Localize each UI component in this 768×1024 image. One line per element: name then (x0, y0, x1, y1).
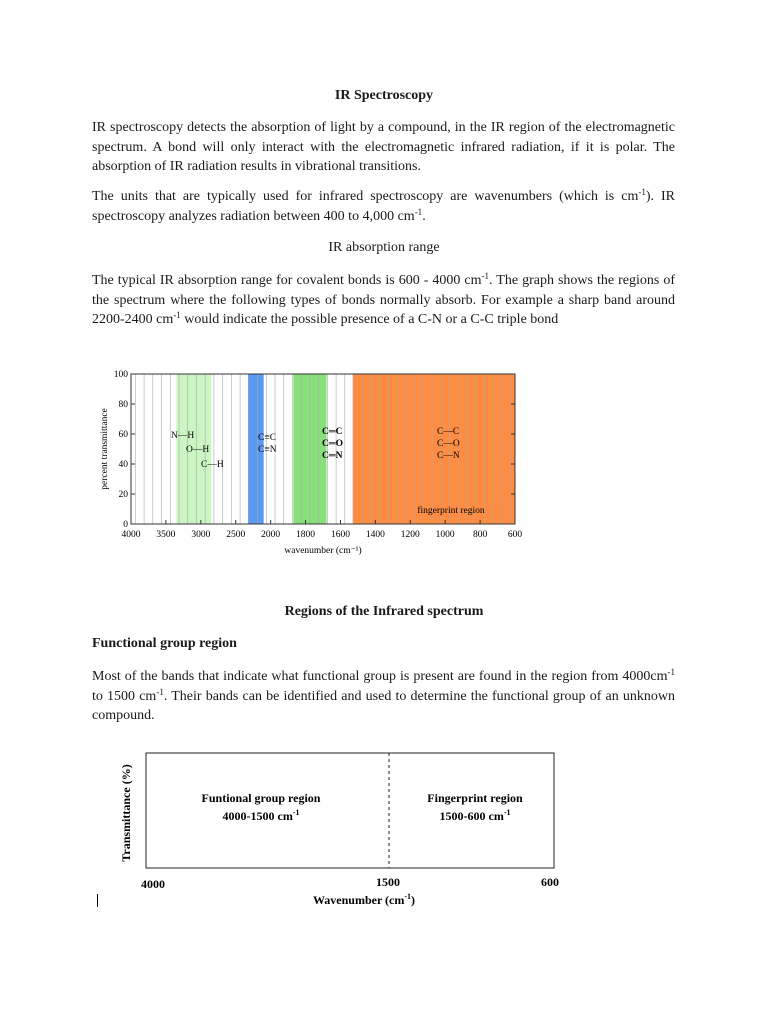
ir-range-subheading: IR absorption range (328, 240, 440, 255)
y-tick-label: 20 (118, 490, 128, 500)
region-tick-1500: 1500 (376, 875, 400, 889)
page-title: IR Spectroscopy (334, 88, 434, 103)
ir-absorption-chart (95, 366, 535, 562)
units-paragraph: The units that are typically used for infrared spectroscopy are wavenumbers (which is $cm^{-1}$). IR spectroscopy analyzes radiation between 400 to 4,000 $cm^{-1}$. (92, 187, 675, 224)
y-tick-label: 80 (118, 400, 128, 410)
label-fingerprint-region: fingerprint region (417, 506, 485, 516)
region-fingerprint-range: 1500-600 $cm^{-1}$ (439, 808, 511, 823)
y-tick-label: 100 (113, 370, 128, 380)
label-c-double-n: C═N (322, 451, 343, 461)
region-diagram-ylabel: Transmittance (%) (119, 764, 133, 862)
region-diagram (110, 745, 580, 915)
region-fingerprint-name: Fingerprint region (427, 791, 523, 805)
x-tick-label: 600 (507, 530, 523, 540)
label-c-double-o: C═O (322, 439, 343, 449)
x-tick-label: 1000 (435, 530, 455, 540)
x-tick-label: 2500 (226, 530, 246, 540)
functional-group-paragraph: Most of the bands that indicate what functional group is present are found in the region from $4000cm^{-1}$ to 1500 $cm^{-1}$. Their bands can be identified and used to determine the functional group of an unknown compound. (92, 667, 676, 723)
absorption-band-3 (353, 374, 515, 524)
x-tick-label: 1400 (365, 530, 385, 540)
y-tick-label: 0 (123, 520, 128, 530)
x-tick-label: 3000 (191, 530, 211, 540)
region-diagram-xlabel: Wavenumber $(cm^{-1})$ (312, 892, 416, 907)
x-tick-label: 4000 (121, 530, 141, 540)
label-c-single-o: C—O (437, 439, 460, 449)
label-o-h: O—H (186, 445, 210, 455)
range-paragraph: The typical IR absorption range for covalent bonds is 600 - 4000 $cm^{-1}$. The graph shows the regions of the spectrum where the following types of bonds normally absorb. For example a sharp band around 2200-2400 $cm^{-1}$ would indicate the possible presence of a C-N or a C-C triple bond (92, 271, 675, 327)
region-tick-4000: 4000 (141, 877, 165, 891)
x-tick-label: 3500 (156, 530, 176, 540)
label-c-h: C—H (201, 460, 224, 470)
region-functional-name: Funtional group region (201, 791, 321, 805)
y-tick-label: 60 (118, 430, 128, 440)
regions-heading: Regions of the Infrared spectrum (284, 604, 484, 619)
functional-group-heading: Functional group region (92, 636, 237, 651)
intro-paragraph: IR spectroscopy detects the absorption of light by a compound, in the IR region of the electromagnetic spectrum. A bond will only interact with the electromagnetic infrared radiation, if it is polar. The absorption of IR radiation results in vibrational transitions. (92, 120, 675, 174)
label-c-double-c: C═C (322, 427, 343, 437)
x-tick-label: 2000 (261, 530, 281, 540)
region-tick-600: 600 (541, 875, 559, 889)
y-tick-label: 40 (118, 460, 128, 470)
chart1-xlabel: wavenumber (cm⁻¹) (284, 546, 362, 556)
label-n-h: N—H (171, 431, 195, 441)
x-tick-label: 1800 (296, 530, 316, 540)
text-cursor (97, 894, 98, 907)
x-tick-label: 800 (472, 530, 488, 540)
label-c-triple-c: C≡C (258, 433, 277, 443)
label-c-single-n: C—N (437, 451, 460, 461)
x-tick-label: 1600 (330, 530, 350, 540)
label-c-single-c: C—C (437, 427, 460, 437)
region-functional-range: 4000-1500 $cm^{-1}$ (222, 808, 300, 823)
label-c-triple-n: C≡N (258, 445, 277, 455)
x-tick-label: 1200 (400, 530, 420, 540)
chart1-ylabel: percent transmittance (100, 408, 110, 490)
